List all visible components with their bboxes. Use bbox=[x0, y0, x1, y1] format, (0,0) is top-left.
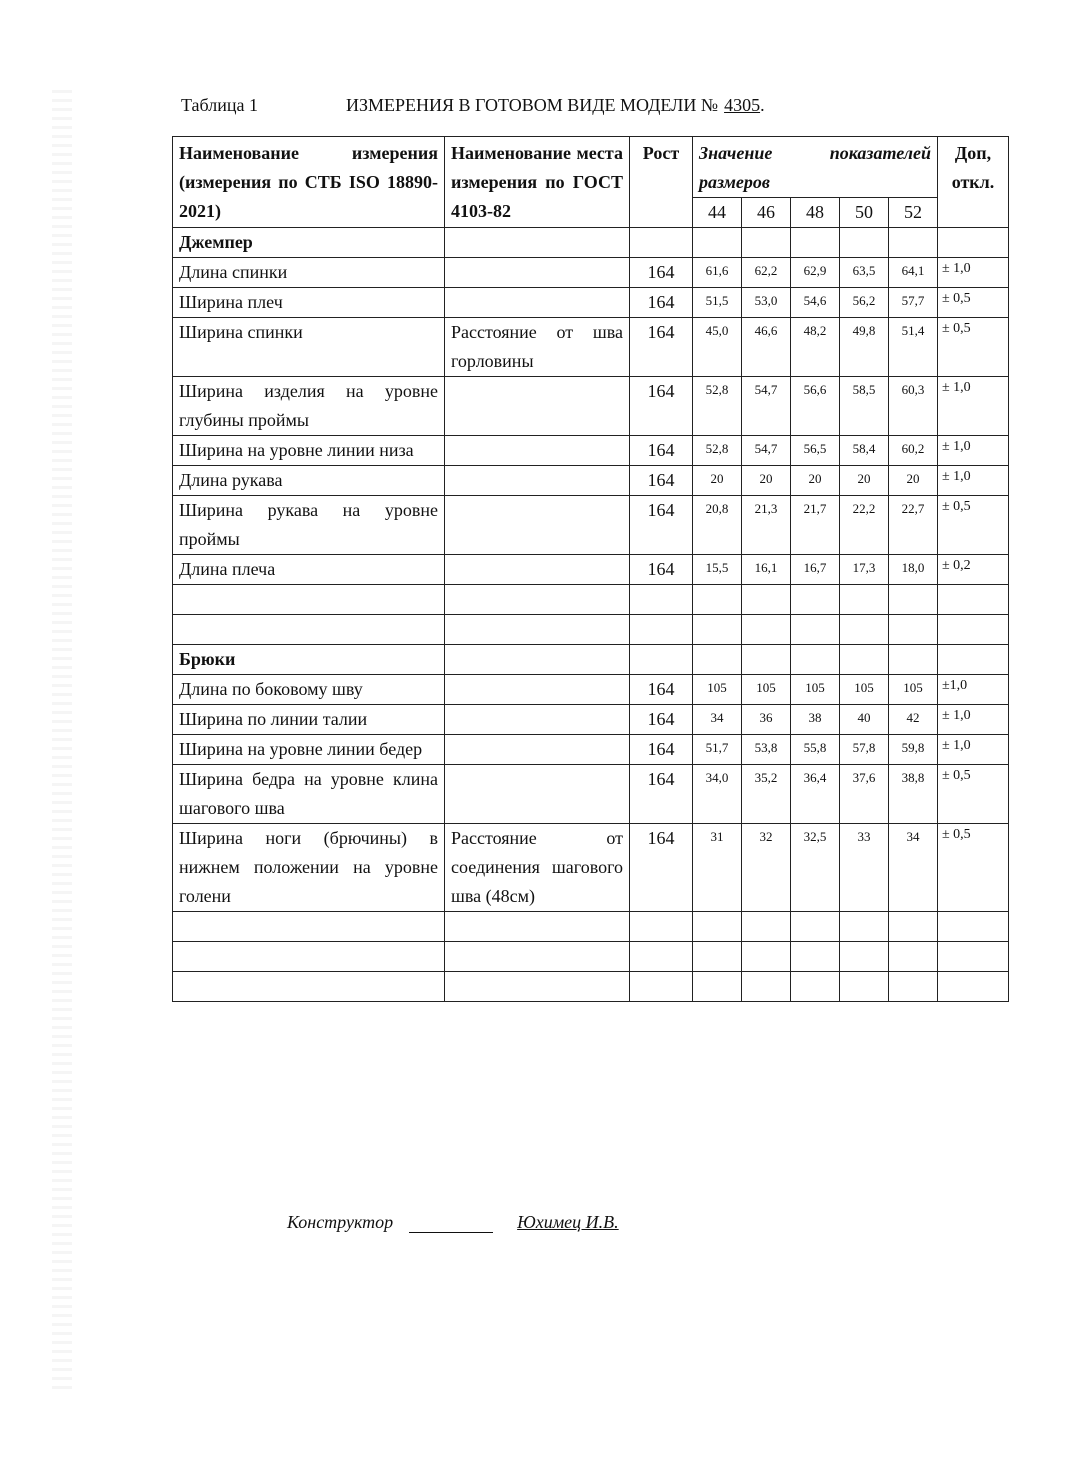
empty-cell bbox=[889, 585, 938, 615]
measurement-place bbox=[445, 496, 630, 555]
size-value: 56,5 bbox=[791, 436, 840, 466]
empty-cell bbox=[173, 585, 445, 615]
size-value: 16,1 bbox=[742, 555, 791, 585]
size-value: 56,6 bbox=[791, 377, 840, 436]
measurement-name: Ширина ноги (брючины) в нижнем положении на уровне голени bbox=[173, 824, 445, 912]
table-caption bbox=[181, 95, 881, 116]
measurement-place bbox=[445, 735, 630, 765]
empty-cell bbox=[693, 942, 742, 972]
size-value: 22,7 bbox=[889, 496, 938, 555]
measurement-row bbox=[173, 496, 1009, 555]
empty-cell bbox=[889, 972, 938, 1002]
empty-cell bbox=[791, 942, 840, 972]
empty-cell bbox=[791, 615, 840, 645]
empty-cell bbox=[630, 912, 693, 942]
size-value: 56,2 bbox=[840, 288, 889, 318]
empty-cell bbox=[889, 645, 938, 675]
empty-cell bbox=[889, 228, 938, 258]
measurement-name: Ширина изделия на уровне глубины проймы bbox=[173, 377, 445, 436]
size-value: 55,8 bbox=[791, 735, 840, 765]
empty-cell bbox=[693, 645, 742, 675]
empty-cell bbox=[630, 645, 693, 675]
empty-row bbox=[173, 972, 1009, 1002]
size-value: 46,6 bbox=[742, 318, 791, 377]
size-value: 62,9 bbox=[791, 258, 840, 288]
empty-cell bbox=[693, 585, 742, 615]
model-number: 4305 bbox=[724, 95, 761, 115]
size-value: 32,5 bbox=[791, 824, 840, 912]
size-value: 34,0 bbox=[693, 765, 742, 824]
measurement-place bbox=[445, 377, 630, 436]
signature-name: Юхимец И.В. bbox=[517, 1212, 619, 1232]
measurement-name: Длина рукава bbox=[173, 466, 445, 496]
empty-cell bbox=[938, 615, 1009, 645]
size-value: 62,2 bbox=[742, 258, 791, 288]
size-value: 35,2 bbox=[742, 765, 791, 824]
measurement-name: Ширина на уровне линии бедер bbox=[173, 735, 445, 765]
measurement-row bbox=[173, 675, 1009, 705]
tolerance-value: ± 0,5 bbox=[938, 824, 1009, 912]
empty-cell bbox=[938, 645, 1009, 675]
rost-value: 164 bbox=[630, 258, 693, 288]
header-place: Наименование места измерения по ГОСТ 4103-82 bbox=[445, 137, 630, 228]
empty-cell bbox=[938, 228, 1009, 258]
size-value: 37,6 bbox=[840, 765, 889, 824]
empty-cell bbox=[173, 615, 445, 645]
empty-cell bbox=[630, 972, 693, 1002]
rost-value: 164 bbox=[630, 436, 693, 466]
rost-value: 164 bbox=[630, 496, 693, 555]
size-value: 58,5 bbox=[840, 377, 889, 436]
size-value: 53,0 bbox=[742, 288, 791, 318]
size-value: 36 bbox=[742, 705, 791, 735]
empty-cell bbox=[840, 228, 889, 258]
empty-cell bbox=[889, 615, 938, 645]
tolerance-value: ± 1,0 bbox=[938, 258, 1009, 288]
rost-value: 164 bbox=[630, 555, 693, 585]
empty-cell bbox=[938, 942, 1009, 972]
size-value: 54,7 bbox=[742, 436, 791, 466]
empty-cell bbox=[630, 615, 693, 645]
tolerance-value: ± 1,0 bbox=[938, 436, 1009, 466]
empty-cell bbox=[742, 942, 791, 972]
rost-value: 164 bbox=[630, 824, 693, 912]
empty-cell bbox=[742, 585, 791, 615]
size-value: 105 bbox=[693, 675, 742, 705]
rost-value: 164 bbox=[630, 705, 693, 735]
header-rost: Рост bbox=[630, 137, 693, 228]
measurement-name: Длина спинки bbox=[173, 258, 445, 288]
size-value: 105 bbox=[889, 675, 938, 705]
empty-cell bbox=[742, 972, 791, 1002]
empty-cell bbox=[173, 942, 445, 972]
header-name: Наименование измерения (измерения по СТБ ISO 18890-2021) bbox=[173, 137, 445, 228]
empty-cell bbox=[630, 585, 693, 615]
tolerance-value: ± 0,5 bbox=[938, 288, 1009, 318]
empty-cell bbox=[938, 585, 1009, 615]
size-value: 34 bbox=[889, 824, 938, 912]
empty-cell bbox=[630, 228, 693, 258]
empty-cell bbox=[840, 645, 889, 675]
size-value: 105 bbox=[791, 675, 840, 705]
size-value: 20 bbox=[840, 466, 889, 496]
empty-cell bbox=[173, 912, 445, 942]
measurement-row bbox=[173, 318, 1009, 377]
size-value: 32 bbox=[742, 824, 791, 912]
size-value: 60,2 bbox=[889, 436, 938, 466]
rost-value: 164 bbox=[630, 765, 693, 824]
measurement-row bbox=[173, 555, 1009, 585]
size-value: 54,6 bbox=[791, 288, 840, 318]
measurement-place bbox=[445, 258, 630, 288]
measurement-name: Ширина спинки bbox=[173, 318, 445, 377]
size-value: 33 bbox=[840, 824, 889, 912]
size-value: 51,4 bbox=[889, 318, 938, 377]
measurement-place bbox=[445, 555, 630, 585]
size-value: 38,8 bbox=[889, 765, 938, 824]
size-cell: 52 bbox=[889, 198, 938, 228]
measurement-place bbox=[445, 466, 630, 496]
scan-artifact bbox=[52, 90, 72, 1390]
measurement-name: Ширина бедра на уровне клина шагового шва bbox=[173, 765, 445, 824]
rost-value: 164 bbox=[630, 377, 693, 436]
empty-cell bbox=[742, 912, 791, 942]
size-value: 48,2 bbox=[791, 318, 840, 377]
empty-cell bbox=[938, 912, 1009, 942]
empty-cell bbox=[840, 615, 889, 645]
empty-cell bbox=[693, 615, 742, 645]
measurement-row bbox=[173, 377, 1009, 436]
size-cell: 50 bbox=[840, 198, 889, 228]
rost-value: 164 bbox=[630, 466, 693, 496]
size-value: 51,5 bbox=[693, 288, 742, 318]
signature-line bbox=[409, 1214, 493, 1233]
rost-value: 164 bbox=[630, 735, 693, 765]
empty-cell bbox=[840, 912, 889, 942]
measurement-place bbox=[445, 675, 630, 705]
empty-row bbox=[173, 615, 1009, 645]
size-value: 52,8 bbox=[693, 377, 742, 436]
section-row bbox=[173, 228, 1009, 258]
measurement-name: Длина плеча bbox=[173, 555, 445, 585]
size-value: 20 bbox=[693, 466, 742, 496]
signature-role: Конструктор bbox=[287, 1212, 394, 1232]
signature-block bbox=[287, 1212, 619, 1233]
size-value: 51,7 bbox=[693, 735, 742, 765]
tolerance-value: ± 0,5 bbox=[938, 765, 1009, 824]
empty-cell bbox=[630, 942, 693, 972]
tolerance-value: ±1,0 bbox=[938, 675, 1009, 705]
measurement-row bbox=[173, 735, 1009, 765]
empty-cell bbox=[445, 912, 630, 942]
size-value: 59,8 bbox=[889, 735, 938, 765]
size-value: 20,8 bbox=[693, 496, 742, 555]
measurement-name: Длина по боковому шву bbox=[173, 675, 445, 705]
empty-cell bbox=[445, 942, 630, 972]
size-value: 17,3 bbox=[840, 555, 889, 585]
size-value: 20 bbox=[889, 466, 938, 496]
empty-cell bbox=[693, 228, 742, 258]
size-value: 40 bbox=[840, 705, 889, 735]
table-label: Таблица 1 bbox=[181, 95, 258, 115]
empty-cell bbox=[791, 645, 840, 675]
measurements-table bbox=[172, 136, 1009, 1002]
size-cell: 48 bbox=[791, 198, 840, 228]
section-title: Брюки bbox=[173, 645, 445, 675]
measurement-row bbox=[173, 824, 1009, 912]
table-title: ИЗМЕРЕНИЯ В ГОТОВОМ ВИДЕ МОДЕЛИ № bbox=[346, 95, 719, 115]
size-value: 45,0 bbox=[693, 318, 742, 377]
empty-cell bbox=[742, 615, 791, 645]
size-value: 16,7 bbox=[791, 555, 840, 585]
size-value: 52,8 bbox=[693, 436, 742, 466]
measurement-row bbox=[173, 258, 1009, 288]
size-value: 54,7 bbox=[742, 377, 791, 436]
rost-value: 164 bbox=[630, 288, 693, 318]
tolerance-value: ± 0,2 bbox=[938, 555, 1009, 585]
size-value: 21,7 bbox=[791, 496, 840, 555]
measurement-name: Ширина по линии талии bbox=[173, 705, 445, 735]
size-value: 57,7 bbox=[889, 288, 938, 318]
measurement-place bbox=[445, 288, 630, 318]
empty-cell bbox=[791, 972, 840, 1002]
empty-cell bbox=[742, 645, 791, 675]
empty-cell bbox=[445, 645, 630, 675]
measurement-place bbox=[445, 705, 630, 735]
size-value: 57,8 bbox=[840, 735, 889, 765]
measurement-name: Ширина плеч bbox=[173, 288, 445, 318]
measurement-row bbox=[173, 466, 1009, 496]
empty-cell bbox=[791, 912, 840, 942]
size-value: 105 bbox=[742, 675, 791, 705]
header-row bbox=[173, 137, 1009, 198]
empty-cell bbox=[840, 585, 889, 615]
empty-cell bbox=[791, 585, 840, 615]
measurement-row bbox=[173, 288, 1009, 318]
header-tolerance: Доп, откл. bbox=[938, 137, 1009, 228]
empty-cell bbox=[445, 585, 630, 615]
size-value: 31 bbox=[693, 824, 742, 912]
empty-cell bbox=[445, 972, 630, 1002]
size-value: 53,8 bbox=[742, 735, 791, 765]
measurement-row bbox=[173, 705, 1009, 735]
empty-cell bbox=[742, 228, 791, 258]
empty-cell bbox=[173, 972, 445, 1002]
section-row bbox=[173, 645, 1009, 675]
tolerance-value: ± 0,5 bbox=[938, 496, 1009, 555]
tolerance-value: ± 1,0 bbox=[938, 377, 1009, 436]
size-value: 61,6 bbox=[693, 258, 742, 288]
size-value: 63,5 bbox=[840, 258, 889, 288]
measurement-name: Ширина рукава на уровне проймы bbox=[173, 496, 445, 555]
size-value: 49,8 bbox=[840, 318, 889, 377]
size-value: 64,1 bbox=[889, 258, 938, 288]
tolerance-value: ± 1,0 bbox=[938, 735, 1009, 765]
size-value: 36,4 bbox=[791, 765, 840, 824]
empty-row bbox=[173, 942, 1009, 972]
empty-cell bbox=[840, 972, 889, 1002]
size-value: 105 bbox=[840, 675, 889, 705]
measurement-row bbox=[173, 436, 1009, 466]
empty-cell bbox=[693, 972, 742, 1002]
size-value: 20 bbox=[791, 466, 840, 496]
size-value: 22,2 bbox=[840, 496, 889, 555]
size-value: 60,3 bbox=[889, 377, 938, 436]
measurement-place: Расстояние от соединения шагового шва (48см) bbox=[445, 824, 630, 912]
size-value: 34 bbox=[693, 705, 742, 735]
empty-cell bbox=[693, 912, 742, 942]
size-value: 15,5 bbox=[693, 555, 742, 585]
tolerance-value: ± 1,0 bbox=[938, 705, 1009, 735]
measurement-row bbox=[173, 765, 1009, 824]
measurement-place bbox=[445, 765, 630, 824]
size-value: 18,0 bbox=[889, 555, 938, 585]
caption-dot: . bbox=[760, 95, 765, 115]
size-value: 38 bbox=[791, 705, 840, 735]
size-value: 42 bbox=[889, 705, 938, 735]
size-value: 21,3 bbox=[742, 496, 791, 555]
tolerance-value: ± 1,0 bbox=[938, 466, 1009, 496]
tolerance-value: ± 0,5 bbox=[938, 318, 1009, 377]
size-value: 58,4 bbox=[840, 436, 889, 466]
size-value: 20 bbox=[742, 466, 791, 496]
empty-cell bbox=[791, 228, 840, 258]
empty-cell bbox=[938, 972, 1009, 1002]
rost-value: 164 bbox=[630, 675, 693, 705]
empty-cell bbox=[840, 942, 889, 972]
empty-cell bbox=[445, 228, 630, 258]
rost-value: 164 bbox=[630, 318, 693, 377]
section-title: Джемпер bbox=[173, 228, 445, 258]
size-cell: 44 bbox=[693, 198, 742, 228]
empty-cell bbox=[445, 615, 630, 645]
size-cell: 46 bbox=[742, 198, 791, 228]
measurement-name: Ширина на уровне линии низа bbox=[173, 436, 445, 466]
empty-row bbox=[173, 912, 1009, 942]
measurement-place: Расстояние от шва горловины bbox=[445, 318, 630, 377]
empty-cell bbox=[889, 912, 938, 942]
header-values: Значение показателей размеров bbox=[693, 137, 938, 198]
measurement-place bbox=[445, 436, 630, 466]
empty-cell bbox=[889, 942, 938, 972]
empty-row bbox=[173, 585, 1009, 615]
